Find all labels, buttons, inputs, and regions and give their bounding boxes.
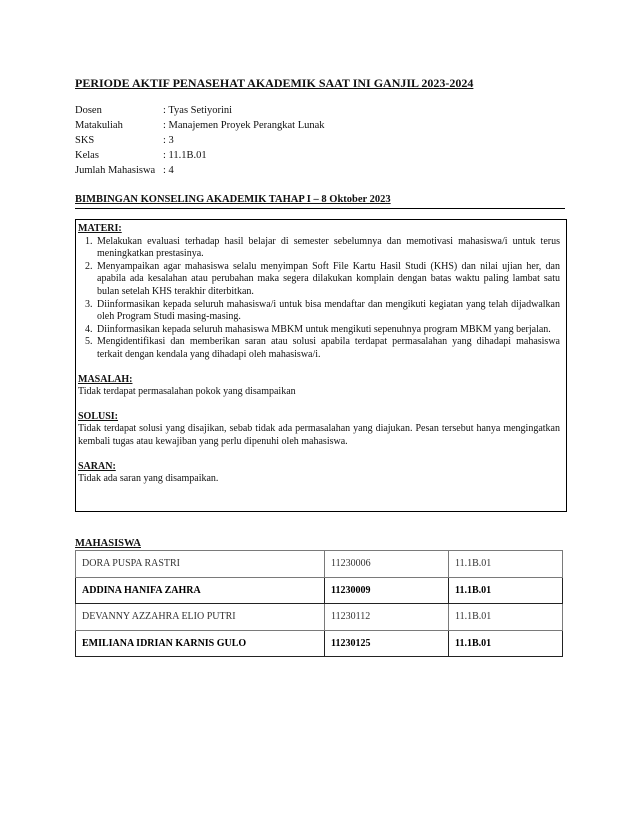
info-key: Kelas — [75, 150, 99, 161]
section-divider — [75, 208, 565, 209]
student-name: DEVANNY AZZAHRA ELIO PUTRI — [76, 604, 325, 631]
student-name: EMILIANA IDRIAN KARNIS GULO — [76, 630, 325, 657]
materi-list — [78, 236, 560, 362]
table-row — [76, 630, 563, 657]
student-nim: 11230009 — [325, 577, 449, 604]
masalah-text: Tidak terdapat permasalahan pokok yang disampaikan — [78, 386, 296, 398]
materi-item: 3. Diinformasikan kepada seluruh mahasiswa/i untuk bisa mendaftar dan mengikuti kegiatan yang telah dijadwalkan oleh Program Studi masing-masing. — [95, 299, 560, 324]
solusi-text: Tidak terdapat solusi yang disajikan, sebab tidak ada permasalahan yang diajukan. Pesan tersebut hanya mengingatkan kembali tugas atau kewajiban yang perlu dipenuhi oleh mahasiswa. — [78, 423, 560, 447]
saran-text: Tidak ada saran yang disampaikan. — [78, 473, 219, 485]
materi-heading: MATERI: — [78, 223, 122, 234]
student-nim: 11230112 — [325, 604, 449, 631]
info-value: : 11.1B.01 — [163, 150, 207, 161]
info-row-sks — [75, 133, 325, 148]
course-info — [75, 103, 325, 178]
mahasiswa-heading: MAHASISWA — [75, 538, 141, 549]
page-title: PERIODE AKTIF PENASEHAT AKADEMIK SAAT INI GANJIL 2023-2024 — [75, 76, 474, 90]
table-row — [76, 604, 563, 631]
masalah-heading: MASALAH: — [78, 373, 133, 385]
section-title: BIMBINGAN KONSELING AKADEMIK TAHAP I – 8 Oktober 2023 — [75, 194, 391, 205]
student-class: 11.1B.01 — [449, 630, 563, 657]
info-key: Dosen — [75, 105, 102, 116]
info-row-kelas — [75, 148, 325, 163]
info-key: Matakuliah — [75, 120, 123, 131]
student-nim: 11230125 — [325, 630, 449, 657]
student-nim: 11230006 — [325, 551, 449, 578]
info-key: Jumlah Mahasiswa — [75, 165, 156, 176]
info-row-dosen — [75, 103, 325, 118]
student-name: ADDINA HANIFA ZAHRA — [76, 577, 325, 604]
info-row-jumlah — [75, 163, 325, 178]
saran-heading: SARAN: — [78, 460, 116, 472]
student-class: 11.1B.01 — [449, 577, 563, 604]
student-class: 11.1B.01 — [449, 604, 563, 631]
materi-item: 2. Menyampaikan agar mahasiswa selalu menyimpan Soft File Kartu Hasil Studi (KHS) dan nilai ujian her, dan apabila ada kesalahan atau perubahan maka segera dilakukan komplain dengan batas waktu paling lambat satu bulan setelah KHS terakhir diterbitkan. — [95, 261, 560, 299]
info-value: : 3 — [163, 135, 174, 146]
materi-item: 4. Diinformasikan kepada seluruh mahasiswa MBKM untuk mengikuti sepenuhnya program MBKM yang berjalan. — [95, 324, 560, 337]
info-row-matakuliah — [75, 118, 325, 133]
info-value: : Tyas Setiyorini — [163, 105, 233, 116]
table-row — [76, 551, 563, 578]
student-name: DORA PUSPA RASTRI — [76, 551, 325, 578]
mahasiswa-table — [75, 550, 563, 657]
materi-item: 5. Mengidentifikasi dan memberikan saran atau solusi apabila terdapat permasalahan yang dihadapi mahasiswa terkait dengan kendala yang dihadapi oleh mahasiswa/i. — [95, 336, 560, 361]
solusi-heading: SOLUSI: — [78, 410, 119, 422]
info-key: SKS — [75, 135, 95, 146]
table-row — [76, 577, 563, 604]
materi-item: 1. Melakukan evaluasi terhadap hasil belajar di semester sebelumnya dan memotivasi mahasiswa/i untuk terus meningkatkan prestasinya. — [95, 236, 560, 261]
student-class: 11.1B.01 — [449, 551, 563, 578]
info-value: : 4 — [163, 165, 174, 176]
info-value: : Manajemen Proyek Perangkat Lunak — [163, 120, 325, 131]
counseling-box — [75, 219, 567, 512]
